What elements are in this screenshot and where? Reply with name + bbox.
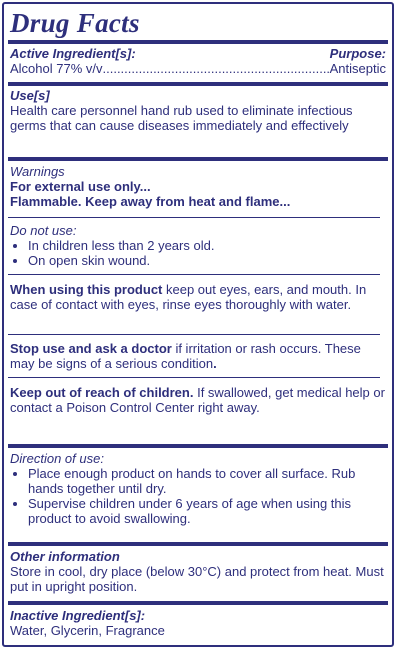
subsection-divider xyxy=(8,377,380,378)
directions-heading: Direction of use: xyxy=(10,451,104,466)
dot-leader xyxy=(103,61,330,76)
keep-out-section xyxy=(10,385,386,415)
other-info-section xyxy=(10,549,386,594)
list-item: • Supervise children under 6 years of age when using this product to avoid swallowing. xyxy=(28,496,386,526)
active-ingredient-value: Alcohol 77% v/v xyxy=(10,61,103,76)
directions-section xyxy=(10,451,386,526)
active-ingredient-section xyxy=(10,46,386,76)
do-not-use-section xyxy=(10,223,386,268)
uses-section xyxy=(10,88,386,133)
stop-use-section xyxy=(10,341,386,371)
stop-use-period: . xyxy=(213,356,217,371)
do-not-use-heading: Do not use: xyxy=(10,223,77,238)
uses-heading: Use[s] xyxy=(10,88,50,103)
subsection-divider xyxy=(8,274,380,275)
drug-facts-title: Drug Facts xyxy=(10,8,140,38)
purpose-value: Antiseptic xyxy=(329,61,386,76)
list-item: • In children less than 2 years old. xyxy=(28,238,386,253)
purpose-heading: Purpose: xyxy=(329,46,386,61)
stop-use-lead: Stop use and ask a doctor xyxy=(10,341,172,356)
section-divider xyxy=(8,601,388,605)
uses-text: Health care personnel hand rub used to eliminate infectious germs that can cause diseases immediately and effectively xyxy=(10,103,353,133)
section-divider xyxy=(8,444,388,448)
directions-list xyxy=(10,466,386,526)
list-item: • Place enough product on hands to cover all surface. Rub hands together until dry. xyxy=(28,466,386,496)
inactive-ingredient-text: Water, Glycerin, Fragrance xyxy=(10,623,165,638)
stop-use-text: if irritation or rash occurs. These may be signs of a serious condition xyxy=(10,341,361,371)
other-info-text: Store in cool, dry place (below 30°C) and protect from heat. Must put in upright position. xyxy=(10,564,384,594)
do-not-use-list xyxy=(10,238,386,268)
warnings-heading: Warnings xyxy=(10,164,65,179)
when-using-text: keep out eyes, ears, and mouth. In case of contact with eyes, rinse eyes thoroughly with water. xyxy=(10,282,367,312)
list-item: • On open skin wound. xyxy=(28,253,386,268)
section-divider xyxy=(8,542,388,546)
subsection-divider xyxy=(8,334,380,335)
flammable-warning: Flammable. Keep away from heat and flame... xyxy=(10,194,291,209)
when-using-lead: When using this product xyxy=(10,282,163,297)
when-using-section xyxy=(10,282,386,312)
inactive-ingredient-section xyxy=(10,608,386,638)
warnings-section xyxy=(10,164,386,209)
keep-out-text: If swallowed, get medical help or contact a Poison Control Center right away. xyxy=(10,385,385,415)
subsection-divider xyxy=(8,217,380,218)
external-use-warning: For external use only... xyxy=(10,179,151,194)
keep-out-lead: Keep out of reach of children. xyxy=(10,385,194,400)
section-divider xyxy=(8,82,388,86)
active-ingredient-heading: Active Ingredient[s]: xyxy=(10,46,136,61)
drug-facts-panel xyxy=(2,2,394,647)
section-divider xyxy=(8,40,388,44)
inactive-ingredient-heading: Inactive Ingredient[s]: xyxy=(10,608,146,623)
section-divider xyxy=(8,157,388,161)
other-info-heading: Other information xyxy=(10,549,120,564)
